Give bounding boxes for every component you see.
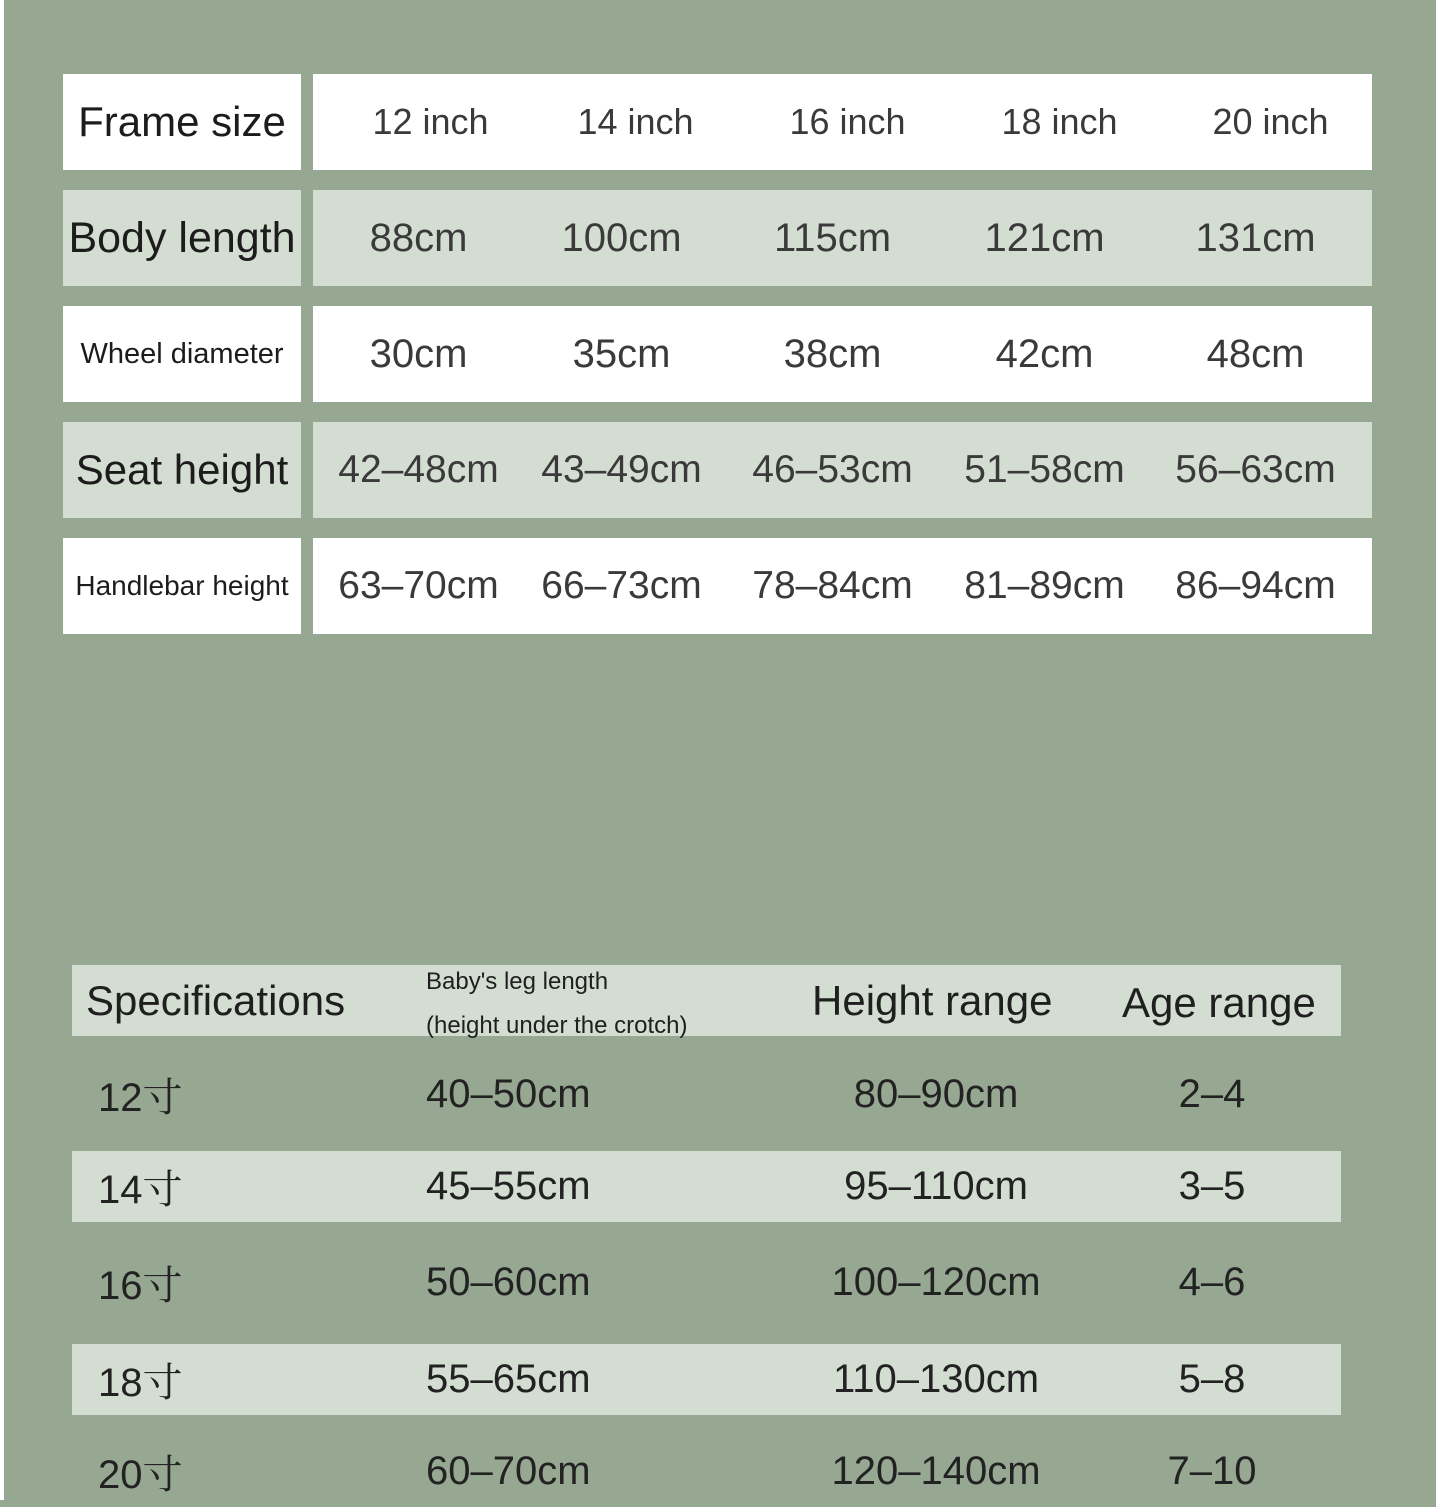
table-cell: 86–94cm [1175, 564, 1336, 607]
table-cell: 18 inch [1001, 101, 1118, 142]
table-cell: 43–49cm [541, 448, 702, 491]
table-cell: 30cm [369, 331, 468, 376]
row-values [313, 538, 1372, 634]
table-cell: 121cm [984, 215, 1105, 260]
row-label: Body length [63, 190, 301, 286]
table-cell: 100cm [561, 215, 682, 260]
leg-length-cell: 45–55cm [426, 1164, 591, 1208]
table-cell: 42–48cm [338, 448, 499, 491]
spec-cell: 20寸 [98, 1453, 183, 1497]
header-leg-length-note: (height under the crotch) [426, 1012, 688, 1039]
spec-table-header [72, 965, 1341, 1039]
table-row [72, 1344, 1341, 1415]
spec-cell: 16寸 [98, 1264, 183, 1308]
height-range-cell: 120–140cm [831, 1449, 1041, 1493]
body-length-row [0, 190, 1436, 286]
row-label: Wheel diameter [63, 306, 301, 402]
table-cell: 16 inch [789, 101, 906, 142]
height-range-cell: 95–110cm [844, 1164, 1028, 1208]
table-cell: 12 inch [372, 101, 489, 142]
frame-size-row [0, 74, 1436, 170]
leg-length-cell: 50–60cm [426, 1260, 591, 1304]
header-specifications: Specifications [86, 976, 346, 1024]
age-range-cell: 4–6 [1178, 1260, 1246, 1304]
age-range-cell: 5–8 [1178, 1357, 1246, 1401]
spec-cell: 12寸 [98, 1076, 183, 1120]
height-range-cell: 110–130cm [832, 1357, 1040, 1401]
row-values [313, 190, 1372, 286]
header-leg-length: Baby's leg length [426, 968, 609, 995]
seat-height-row [0, 422, 1436, 518]
table-row [72, 1430, 1341, 1500]
height-range-cell: 100–120cm [831, 1260, 1041, 1304]
age-range-cell: 3–5 [1178, 1164, 1246, 1208]
table-cell: 42cm [995, 331, 1094, 376]
table-cell: 38cm [783, 331, 882, 376]
table-row [72, 1151, 1341, 1222]
row-values [313, 74, 1372, 170]
age-range-cell: 2–4 [1178, 1072, 1246, 1116]
height-range-cell: 80–90cm [853, 1072, 1019, 1116]
table-cell: 20 inch [1212, 101, 1329, 142]
table-row [72, 1247, 1341, 1318]
spec-cell: 18寸 [98, 1361, 183, 1405]
row-values [313, 306, 1372, 402]
leg-length-cell: 55–65cm [426, 1357, 591, 1401]
row-values [313, 422, 1372, 518]
table-cell: 35cm [572, 331, 671, 376]
header-height-range: Height range [812, 976, 1053, 1024]
leg-length-cell: 40–50cm [426, 1072, 591, 1116]
age-range-cell: 7–10 [1167, 1449, 1257, 1493]
table-cell: 115cm [773, 215, 892, 260]
table-cell: 14 inch [577, 101, 694, 142]
table-cell: 66–73cm [541, 564, 702, 607]
table-cell: 51–58cm [964, 448, 1125, 491]
spec-cell: 14寸 [98, 1168, 183, 1212]
table-cell: 88cm [369, 215, 468, 260]
table-cell: 81–89cm [964, 564, 1125, 607]
header-age-range: Age range [1122, 978, 1316, 1026]
handlebar-height-row [0, 538, 1436, 634]
table-cell: 131cm [1195, 215, 1316, 260]
table-cell: 48cm [1206, 331, 1305, 376]
table-cell: 46–53cm [752, 448, 913, 491]
table-row [72, 1059, 1341, 1130]
row-label: Frame size [63, 74, 301, 170]
leg-length-cell: 60–70cm [426, 1449, 591, 1493]
wheel-diameter-row [0, 306, 1436, 402]
row-label: Seat height [63, 422, 301, 518]
table-cell: 78–84cm [752, 564, 913, 607]
table-cell: 56–63cm [1175, 448, 1336, 491]
row-label: Handlebar height [63, 538, 301, 634]
table-cell: 63–70cm [338, 564, 499, 607]
